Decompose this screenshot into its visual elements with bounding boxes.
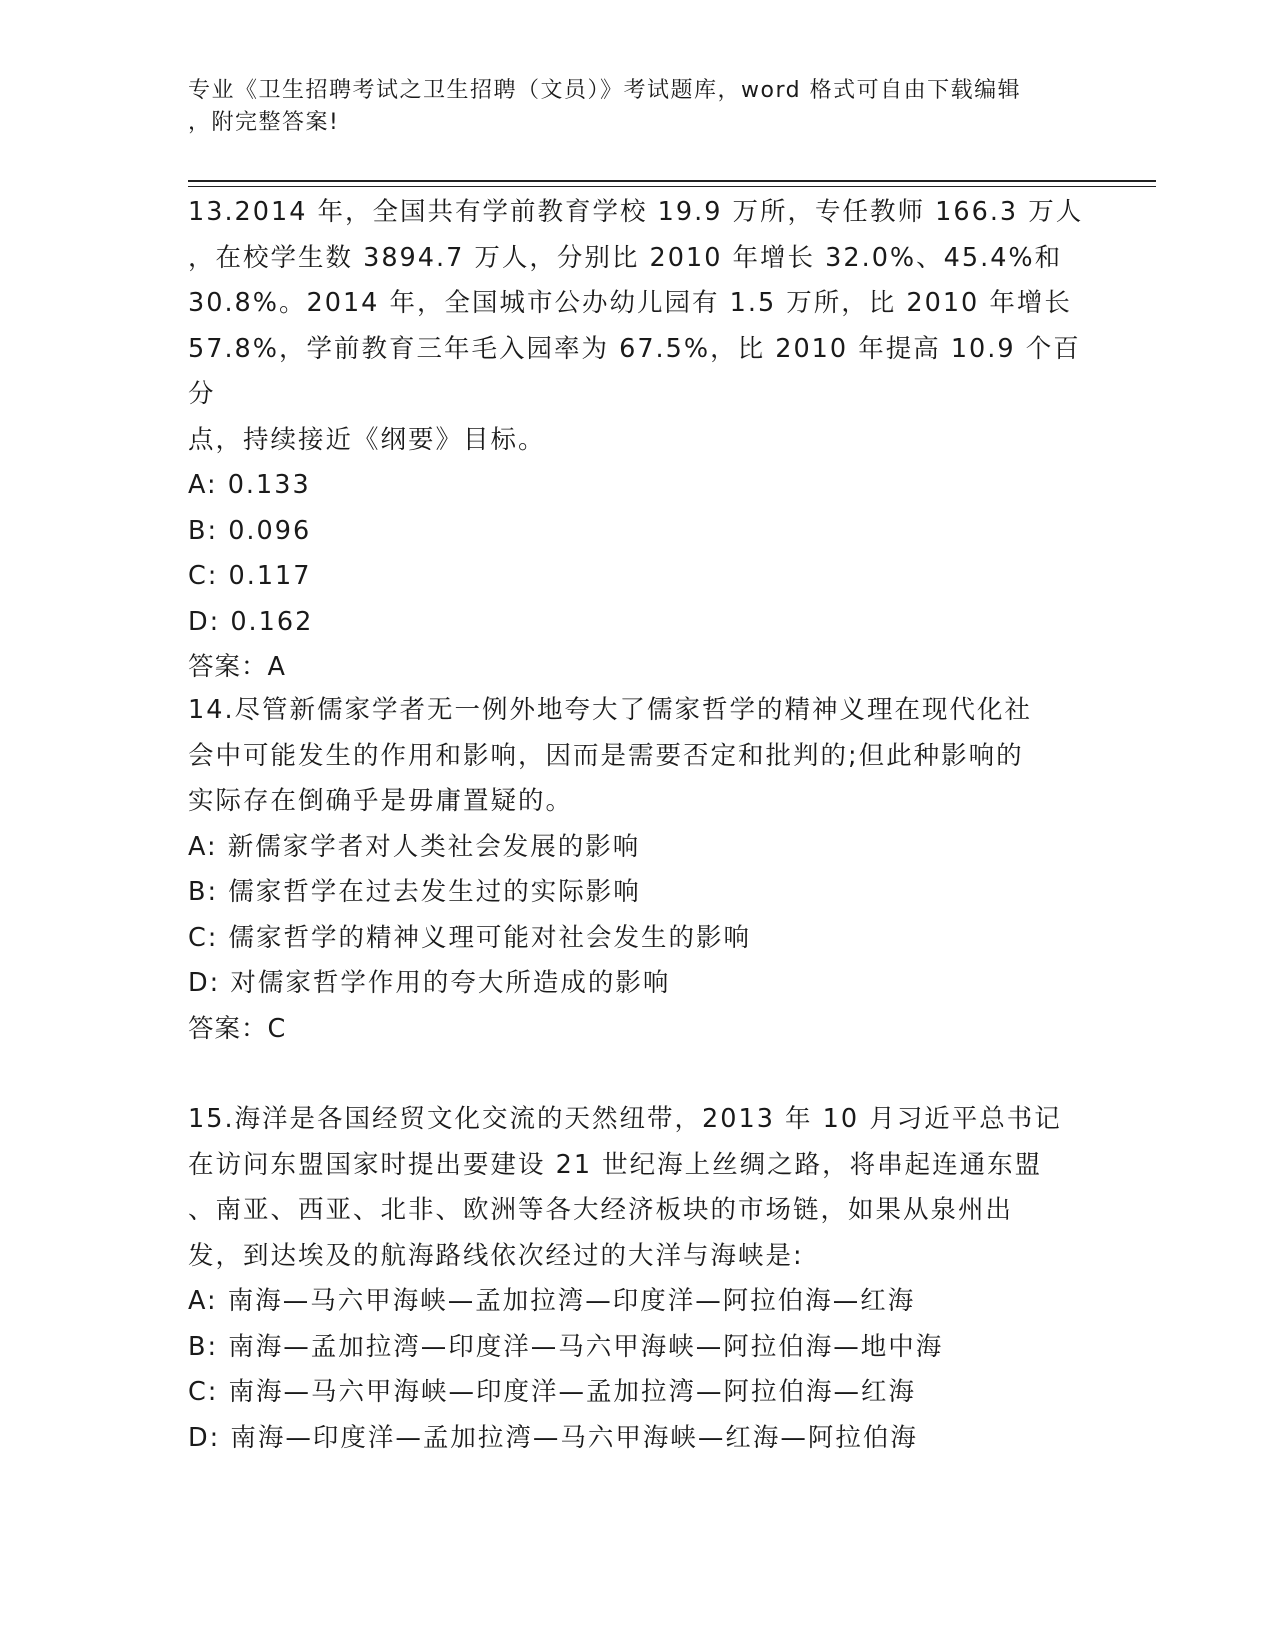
question-stem-line: 57.8%，学前教育三年毛入园率为 67.5%，比 2010 年提高 10.9 个百分 <box>188 333 1081 409</box>
answer-label: 答案：C <box>188 1013 287 1044</box>
option-b: B: 南海—孟加拉湾—印度洋—马六甲海峡—阿拉伯海—地中海 <box>188 1331 944 1362</box>
option-d: D: 0.162 <box>188 606 314 637</box>
question-stem-line: 13.2014 年，全国共有学前教育学校 19.9 万所，专任教师 166.3 万人 <box>188 197 1084 227</box>
question-13 <box>188 190 1088 691</box>
header-title-line-2: ，附完整答案! <box>188 110 340 135</box>
question-stem-line: 在访问东盟国家时提出要建设 21 世纪海上丝绸之路，将串起连通东盟 <box>188 1149 1043 1180</box>
question-stem-line: 点，持续接近《纲要》目标。 <box>188 424 546 455</box>
document-header <box>188 75 1088 139</box>
question-stem-line: 14.尽管新儒家学者无一例外地夸大了儒家哲学的精神义理在现代化社 <box>188 695 1033 725</box>
option-c: C: 南海—马六甲海峡—印度洋—孟加拉湾—阿拉伯海—红海 <box>188 1377 917 1407</box>
header-divider-thin <box>188 186 1156 187</box>
question-stem-line: 30.8%。2014 年，全国城市公办幼儿园有 1.5 万所，比 2010 年增长 <box>188 288 1072 318</box>
header-divider-thick <box>188 180 1156 182</box>
option-b: B: 0.096 <box>188 515 312 546</box>
option-d: D: 对儒家哲学作用的夸大所造成的影响 <box>188 968 671 998</box>
option-b: B: 儒家哲学在过去发生过的实际影响 <box>188 877 641 907</box>
question-stem-line: 15.海洋是各国经贸文化交流的天然纽带，2013 年 10 月习近平总书记 <box>188 1104 1062 1134</box>
option-d: D: 南海—印度洋—孟加拉湾—马六甲海峡—红海—阿拉伯海 <box>188 1422 918 1453</box>
question-stem-line: ，在校学生数 3894.7 万人，分别比 2010 年增长 32.0%、45.4%和 <box>188 242 1063 273</box>
option-c: C: 0.117 <box>188 561 312 591</box>
option-a: A: 0.133 <box>188 470 311 500</box>
question-stem-line: 会中可能发生的作用和影响，因而是需要否定和批判的;但此种影响的 <box>188 740 1024 771</box>
question-15 <box>188 1097 1088 1461</box>
question-stem-line: 、南亚、西亚、北非、欧洲等各大经济板块的市场链，如果从泉州出 <box>188 1195 1014 1225</box>
option-c: C: 儒家哲学的精神义理可能对社会发生的影响 <box>188 922 752 953</box>
option-a: A: 新儒家学者对人类社会发展的影响 <box>188 831 641 862</box>
header-title-line-1: 专业《卫生招聘考试之卫生招聘（文员）》考试题库，word 格式可自由下载编辑 <box>188 78 1022 103</box>
answer-label: 答案：A <box>188 652 286 682</box>
option-a: A: 南海—马六甲海峡—孟加拉湾—印度洋—阿拉伯海—红海 <box>188 1286 916 1316</box>
question-stem-line: 发，到达埃及的航海路线依次经过的大洋与海峡是: <box>188 1240 804 1271</box>
question-stem-line: 实际存在倒确乎是毋庸置疑的。 <box>188 786 574 816</box>
question-14 <box>188 688 1088 1052</box>
